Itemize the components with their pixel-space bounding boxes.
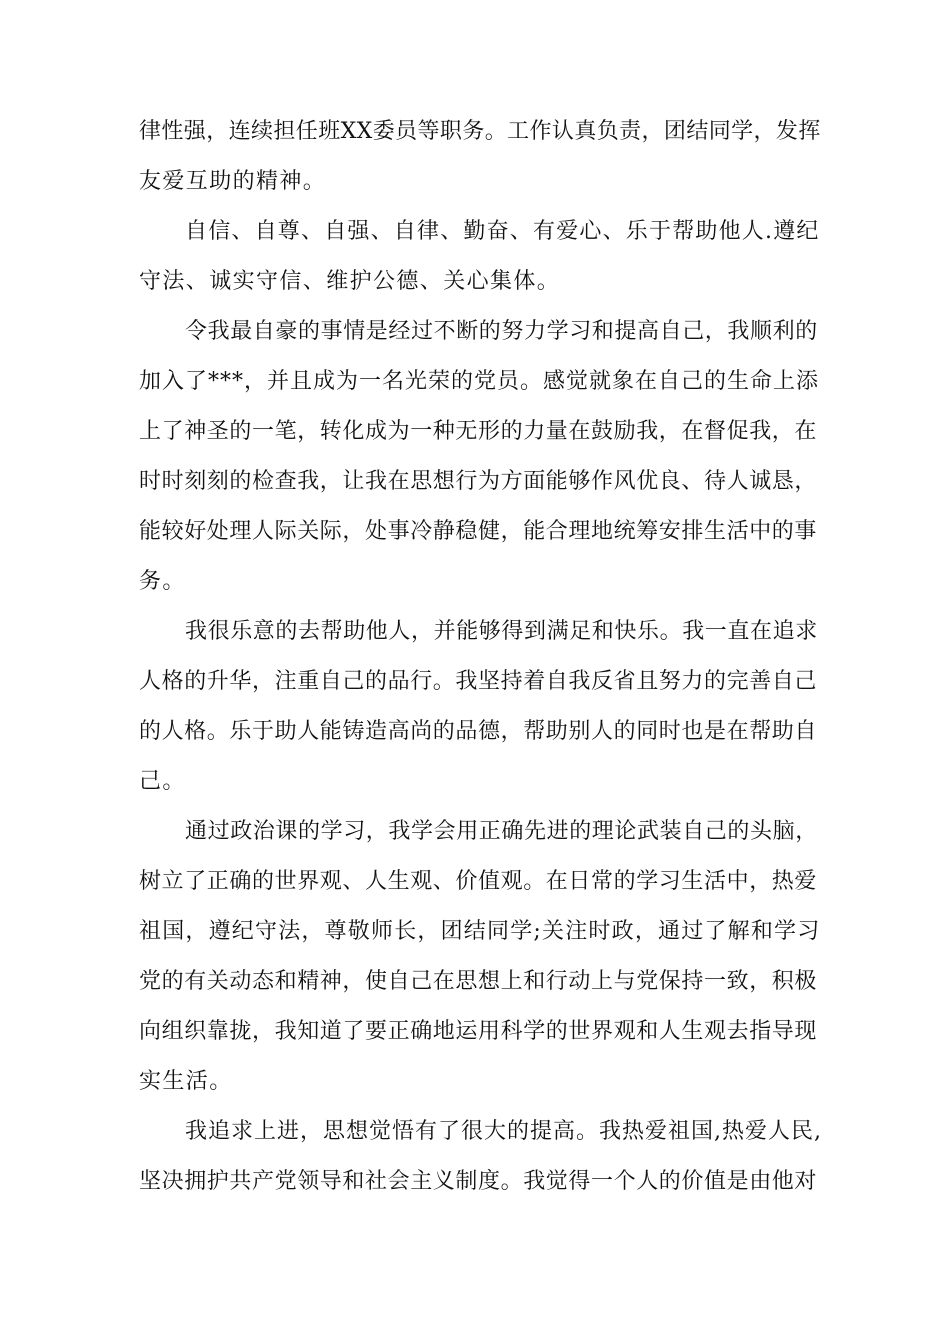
text-line: 令我最自豪的事情是经过不断的努力学习和提高自己，我顺利的 xyxy=(185,319,818,344)
text-line: 人格的升华，注重自己的品行。我坚持着自我反省且努力的完善自己 xyxy=(139,669,818,694)
text-line: 能较好处理人际关际，处事冷静稳健，能合理地统筹安排生活中的事 xyxy=(139,519,818,544)
text-line: 实生活。 xyxy=(139,1069,233,1094)
text-line: 坚决拥护共产党领导和社会主义制度。我觉得一个人的价值是由他对 xyxy=(139,1169,818,1194)
text-line: 己。 xyxy=(139,769,186,794)
text-line: 务。 xyxy=(139,569,186,594)
text-line: 守法、诚实守信、维护公德、关心集体。 xyxy=(139,269,561,294)
text-line: 通过政治课的学习，我学会用正确先进的理论武装自己的头脑， xyxy=(185,819,818,844)
text-line: 向组织靠拢，我知道了要正确地运用科学的世界观和人生观去指导现 xyxy=(139,1019,818,1044)
text-line: 我追求上进，思想觉悟有了很大的提高。我热爱祖国,热爱人民, xyxy=(185,1119,822,1144)
text-line: 的人格。乐于助人能铸造高尚的品德，帮助别人的同时也是在帮助自 xyxy=(139,719,818,744)
text-line: 上了神圣的一笔，转化成为一种无形的力量在鼓励我，在督促我，在 xyxy=(139,419,818,444)
text-line: 时时刻刻的检查我，让我在思想行为方面能够作风优良、待人诚恳， xyxy=(139,469,818,494)
text-line: 树立了正确的世界观、人生观、价值观。在日常的学习生活中，热爱 xyxy=(139,869,818,894)
text-line: 友爱互助的精神。 xyxy=(139,169,327,194)
text-line: 祖国，遵纪守法，尊敬师长，团结同学;关注时政，通过了解和学习 xyxy=(139,919,821,944)
text-line: 党的有关动态和精神，使自己在思想上和行动上与党保持一致，积极 xyxy=(139,969,818,994)
text-line: 自信、自尊、自强、自律、勤奋、有爱心、乐于帮助他人.遵纪 xyxy=(185,219,820,244)
text-line: 加入了***，并且成为一名光荣的党员。感觉就象在自己的生命上添 xyxy=(139,369,820,394)
text-line: 律性强，连续担任班XX委员等职务。工作认真负责，团结同学，发挥 xyxy=(139,119,821,144)
text-line: 我很乐意的去帮助他人，并能够得到满足和快乐。我一直在追求 xyxy=(185,619,818,644)
